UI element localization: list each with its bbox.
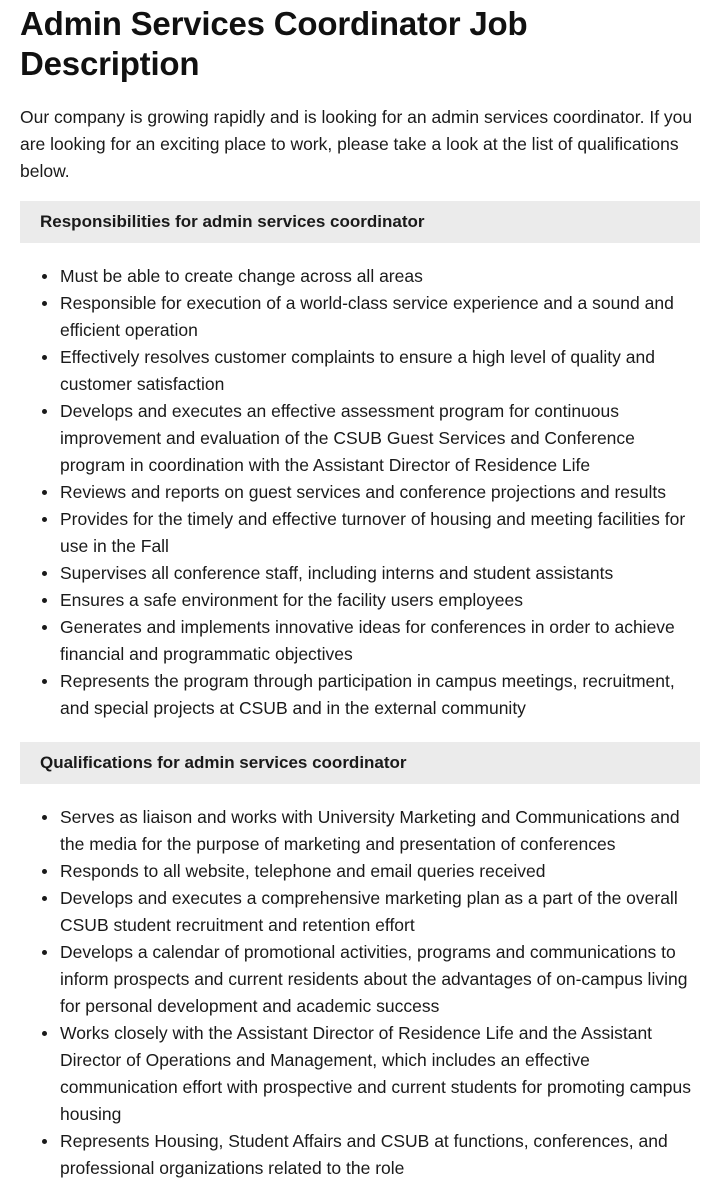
qualifications-heading: Qualifications for admin services coordinator xyxy=(20,742,700,784)
responsibilities-section xyxy=(20,201,700,722)
list-item: Reviews and reports on guest services and conference projections and results xyxy=(60,479,700,506)
page-title: Admin Services Coordinator Job Description xyxy=(20,5,528,82)
list-item: Develops a calendar of promotional activities, programs and communications to inform prospects and current residents about the advantages of on-campus living for personal development and academic success xyxy=(60,939,700,1020)
list-item: Represents Housing, Student Affairs and CSUB at functions, conferences, and professional organizations related to the role xyxy=(60,1128,700,1182)
list-item: Develops and executes an effective assessment program for continuous improvement and evaluation of the CSUB Guest Services and Conference program in coordination with the Assistant Director of Residence Life xyxy=(60,398,700,479)
list-item: Ensures a safe environment for the facility users employees xyxy=(60,587,700,614)
responsibilities-heading: Responsibilities for admin services coordinator xyxy=(20,201,700,243)
list-item: Provides for the timely and effective turnover of housing and meeting facilities for use in the Fall xyxy=(60,506,700,560)
list-item: Responsible for execution of a world-class service experience and a sound and efficient operation xyxy=(60,290,700,344)
list-item: Generates and implements innovative ideas for conferences in order to achieve financial and programmatic objectives xyxy=(60,614,700,668)
list-item: Develops and executes a comprehensive marketing plan as a part of the overall CSUB student recruitment and retention effort xyxy=(60,885,700,939)
list-item: Effectively resolves customer complaints to ensure a high level of quality and customer satisfaction xyxy=(60,344,700,398)
responsibilities-list xyxy=(20,263,700,722)
section-spacer xyxy=(20,722,700,726)
list-item: Works closely with the Assistant Director of Residence Life and the Assistant Director of Operations and Management, which includes an effective communication effort with prospective and current students for promoting campus housing xyxy=(60,1020,700,1128)
qualifications-list xyxy=(20,804,700,1182)
intro-paragraph: Our company is growing rapidly and is looking for an admin services coordinator. If you are looking for an exciting place to work, please take a look at the list of qualifications below. xyxy=(20,107,693,181)
list-item: Responds to all website, telephone and email queries received xyxy=(60,858,700,885)
qualifications-section xyxy=(20,742,700,1182)
list-item: Must be able to create change across all areas xyxy=(60,263,700,290)
list-item: Serves as liaison and works with University Marketing and Communications and the media for the purpose of marketing and presentation of conferences xyxy=(60,804,700,858)
list-item: Represents the program through participation in campus meetings, recruitment, and special projects at CSUB and in the external community xyxy=(60,668,700,722)
list-item: Supervises all conference staff, including interns and student assistants xyxy=(60,560,700,587)
